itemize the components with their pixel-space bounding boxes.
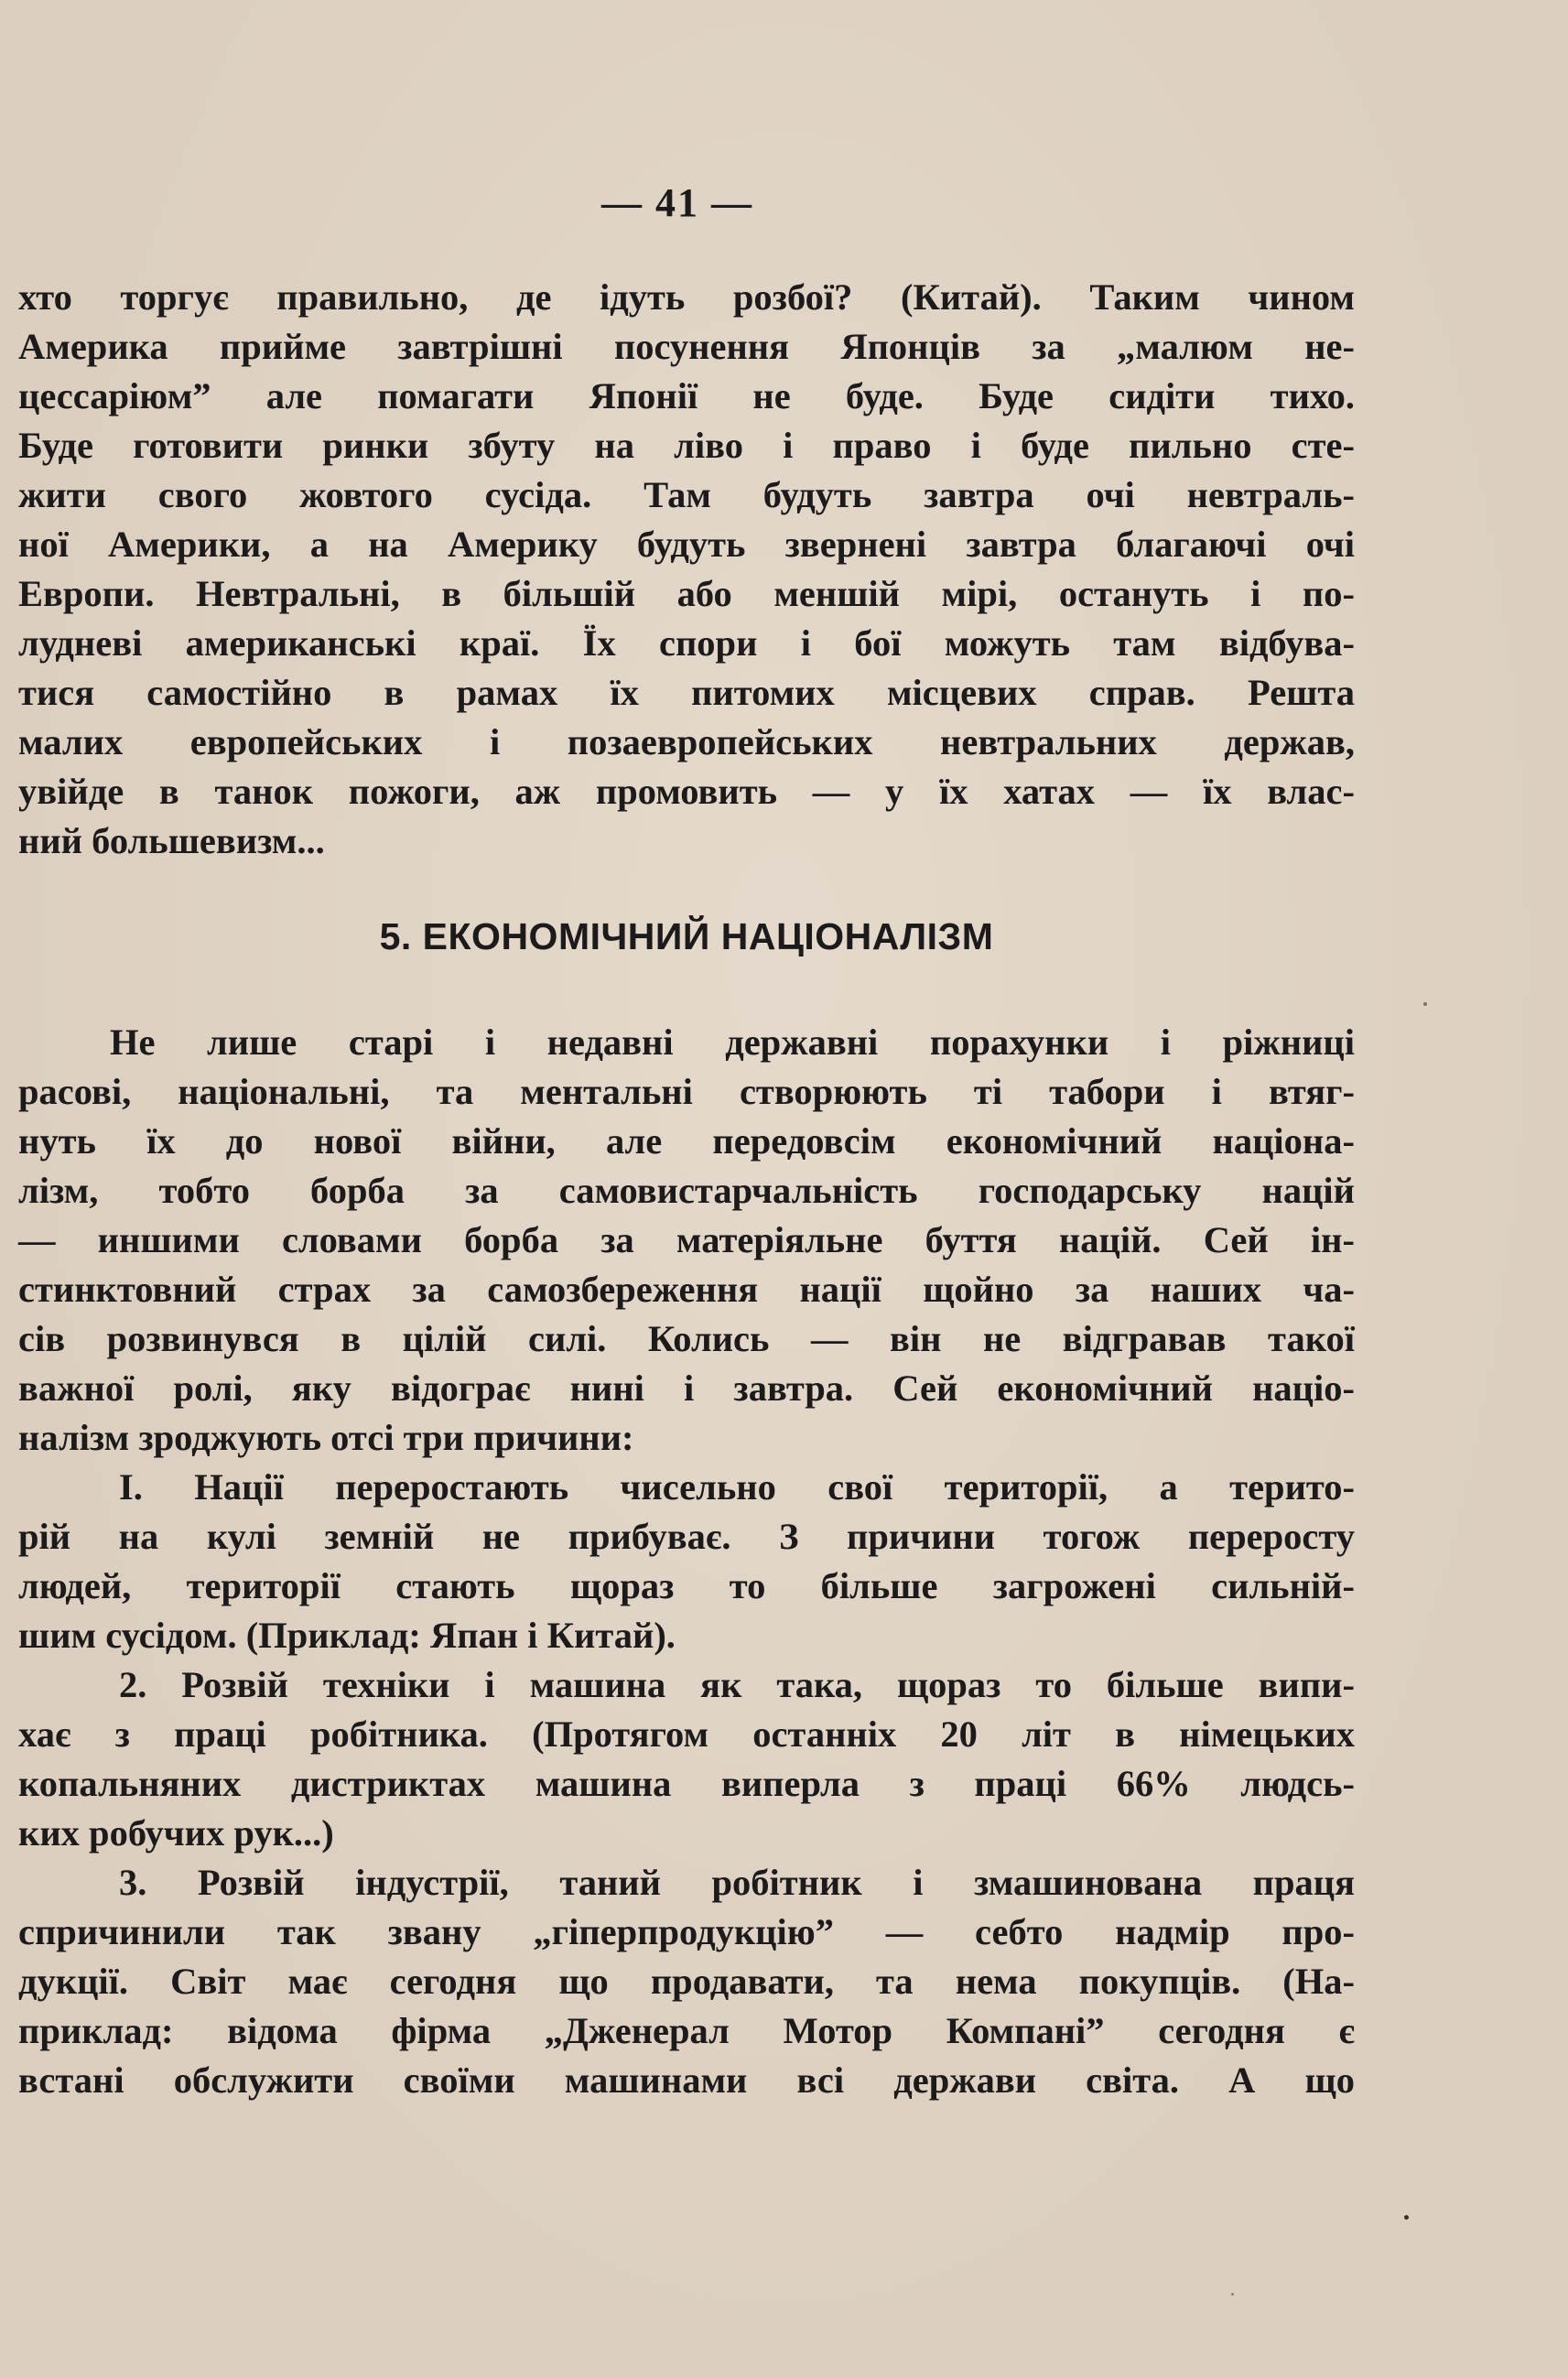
- list-item-2: 2. Розвій техніки і машина як така, щораз то більше випи-: [119, 1664, 1355, 1705]
- text-line: копальняних дистриктах машина виперла з праці 66% людсь-: [18, 1763, 1355, 1804]
- text-line: Буде готовити ринки збуту на ліво і право і буде пильно сте-: [18, 425, 1355, 466]
- paper-speck: [1231, 2293, 1234, 2296]
- list-item-1: І. Нації переростають чисельно свої території, а терито-: [119, 1466, 1355, 1508]
- text-line: рій на кулі земній не прибуває. З причини тогож переросту: [18, 1516, 1355, 1557]
- text-line: ний большевизм...: [18, 820, 325, 861]
- section-heading: 5. ЕКОНОМІЧНИЙ НАЦІОНАЛІЗМ: [379, 915, 994, 957]
- text-line: хто торгує правильно, де ідуть розбої? (Китай). Таким чином: [18, 276, 1355, 318]
- text-line: тися самостійно в рамах їх питомих місцевих справ. Решта: [18, 672, 1355, 713]
- text-line: сів розвинувся в цілій силі. Колись — він не відгравав такої: [18, 1318, 1355, 1359]
- text-line: приклад: відома фірма „Дженерал Мотор Компані” сегодня є: [18, 2010, 1355, 2051]
- text-line: людей, території стають щораз то більше загрожені сильній-: [18, 1565, 1355, 1606]
- paper-speck: [1423, 1002, 1427, 1006]
- text-line: расові, національні, та ментальні створюють ті табори і втяг-: [18, 1071, 1355, 1112]
- text-line: жити свого жовтого сусіда. Там будуть завтра очі невтраль-: [18, 474, 1355, 515]
- text-line: Америка прийме завтрішні посунення Японців за „малюм не-: [18, 326, 1355, 367]
- text-line: цессаріюм” але помагати Японії не буде. Буде сидіти тихо.: [18, 375, 1355, 416]
- list-item-3: 3. Розвій індустрії, таний робітник і змашинована праця: [119, 1862, 1355, 1903]
- text-line: встані обслужити своїми машинами всі держави світа. А що: [18, 2059, 1355, 2101]
- text-line: — иншими словами борба за матеріяльне буття націй. Сей ін-: [18, 1219, 1355, 1260]
- paragraph-1: [18, 273, 1355, 866]
- paragraph-2: [18, 1018, 1355, 2105]
- text-line: нуть їх до нової війни, але передовсім економічний націона-: [18, 1120, 1355, 1162]
- text-line: лудневі американські краї. Їх спори і бої можуть там відбува-: [18, 622, 1355, 664]
- text-line: хає з праці робітника. (Протягом останніх 20 літ в німецьких: [18, 1713, 1355, 1755]
- text-line: Не лише старі і недавні державні порахунки і ріжниці: [110, 1021, 1355, 1063]
- page-number: — 41 —: [601, 180, 753, 225]
- text-line: Европи. Невтральні, в більшій або меншій мірі, остануть і по-: [18, 573, 1355, 614]
- text-line: налізм зроджують отсі три причини:: [18, 1417, 634, 1458]
- text-line: важної ролі, яку відограє нині і завтра. Сей економічний націо-: [18, 1367, 1355, 1409]
- text-line: дукції. Світ має сегодня що продавати, та нема покупців. (На-: [18, 1961, 1355, 2002]
- text-line: малих европейських і позаевропейських невтральних держав,: [18, 721, 1355, 762]
- text-line: ної Америки, а на Америку будуть звернені завтра благаючі очі: [18, 524, 1355, 565]
- text-line: увійде в танок пожоги, аж промовить — у їх хатах — їх влас-: [18, 771, 1355, 812]
- text-line: шим сусідом. (Приклад: Япан і Китай).: [18, 1615, 676, 1656]
- text-line: ких робучих рук...): [18, 1812, 334, 1854]
- text-line: стинктовний страх за самозбереження нації щойно за наших ча-: [18, 1269, 1355, 1310]
- paper-speck: [1404, 2215, 1409, 2220]
- text-line: лізм, тобто борба за самовистарчальність господарську націй: [18, 1170, 1355, 1211]
- text-line: спричинили так звану „гіперпродукцію” — себто надмір про-: [18, 1911, 1355, 1952]
